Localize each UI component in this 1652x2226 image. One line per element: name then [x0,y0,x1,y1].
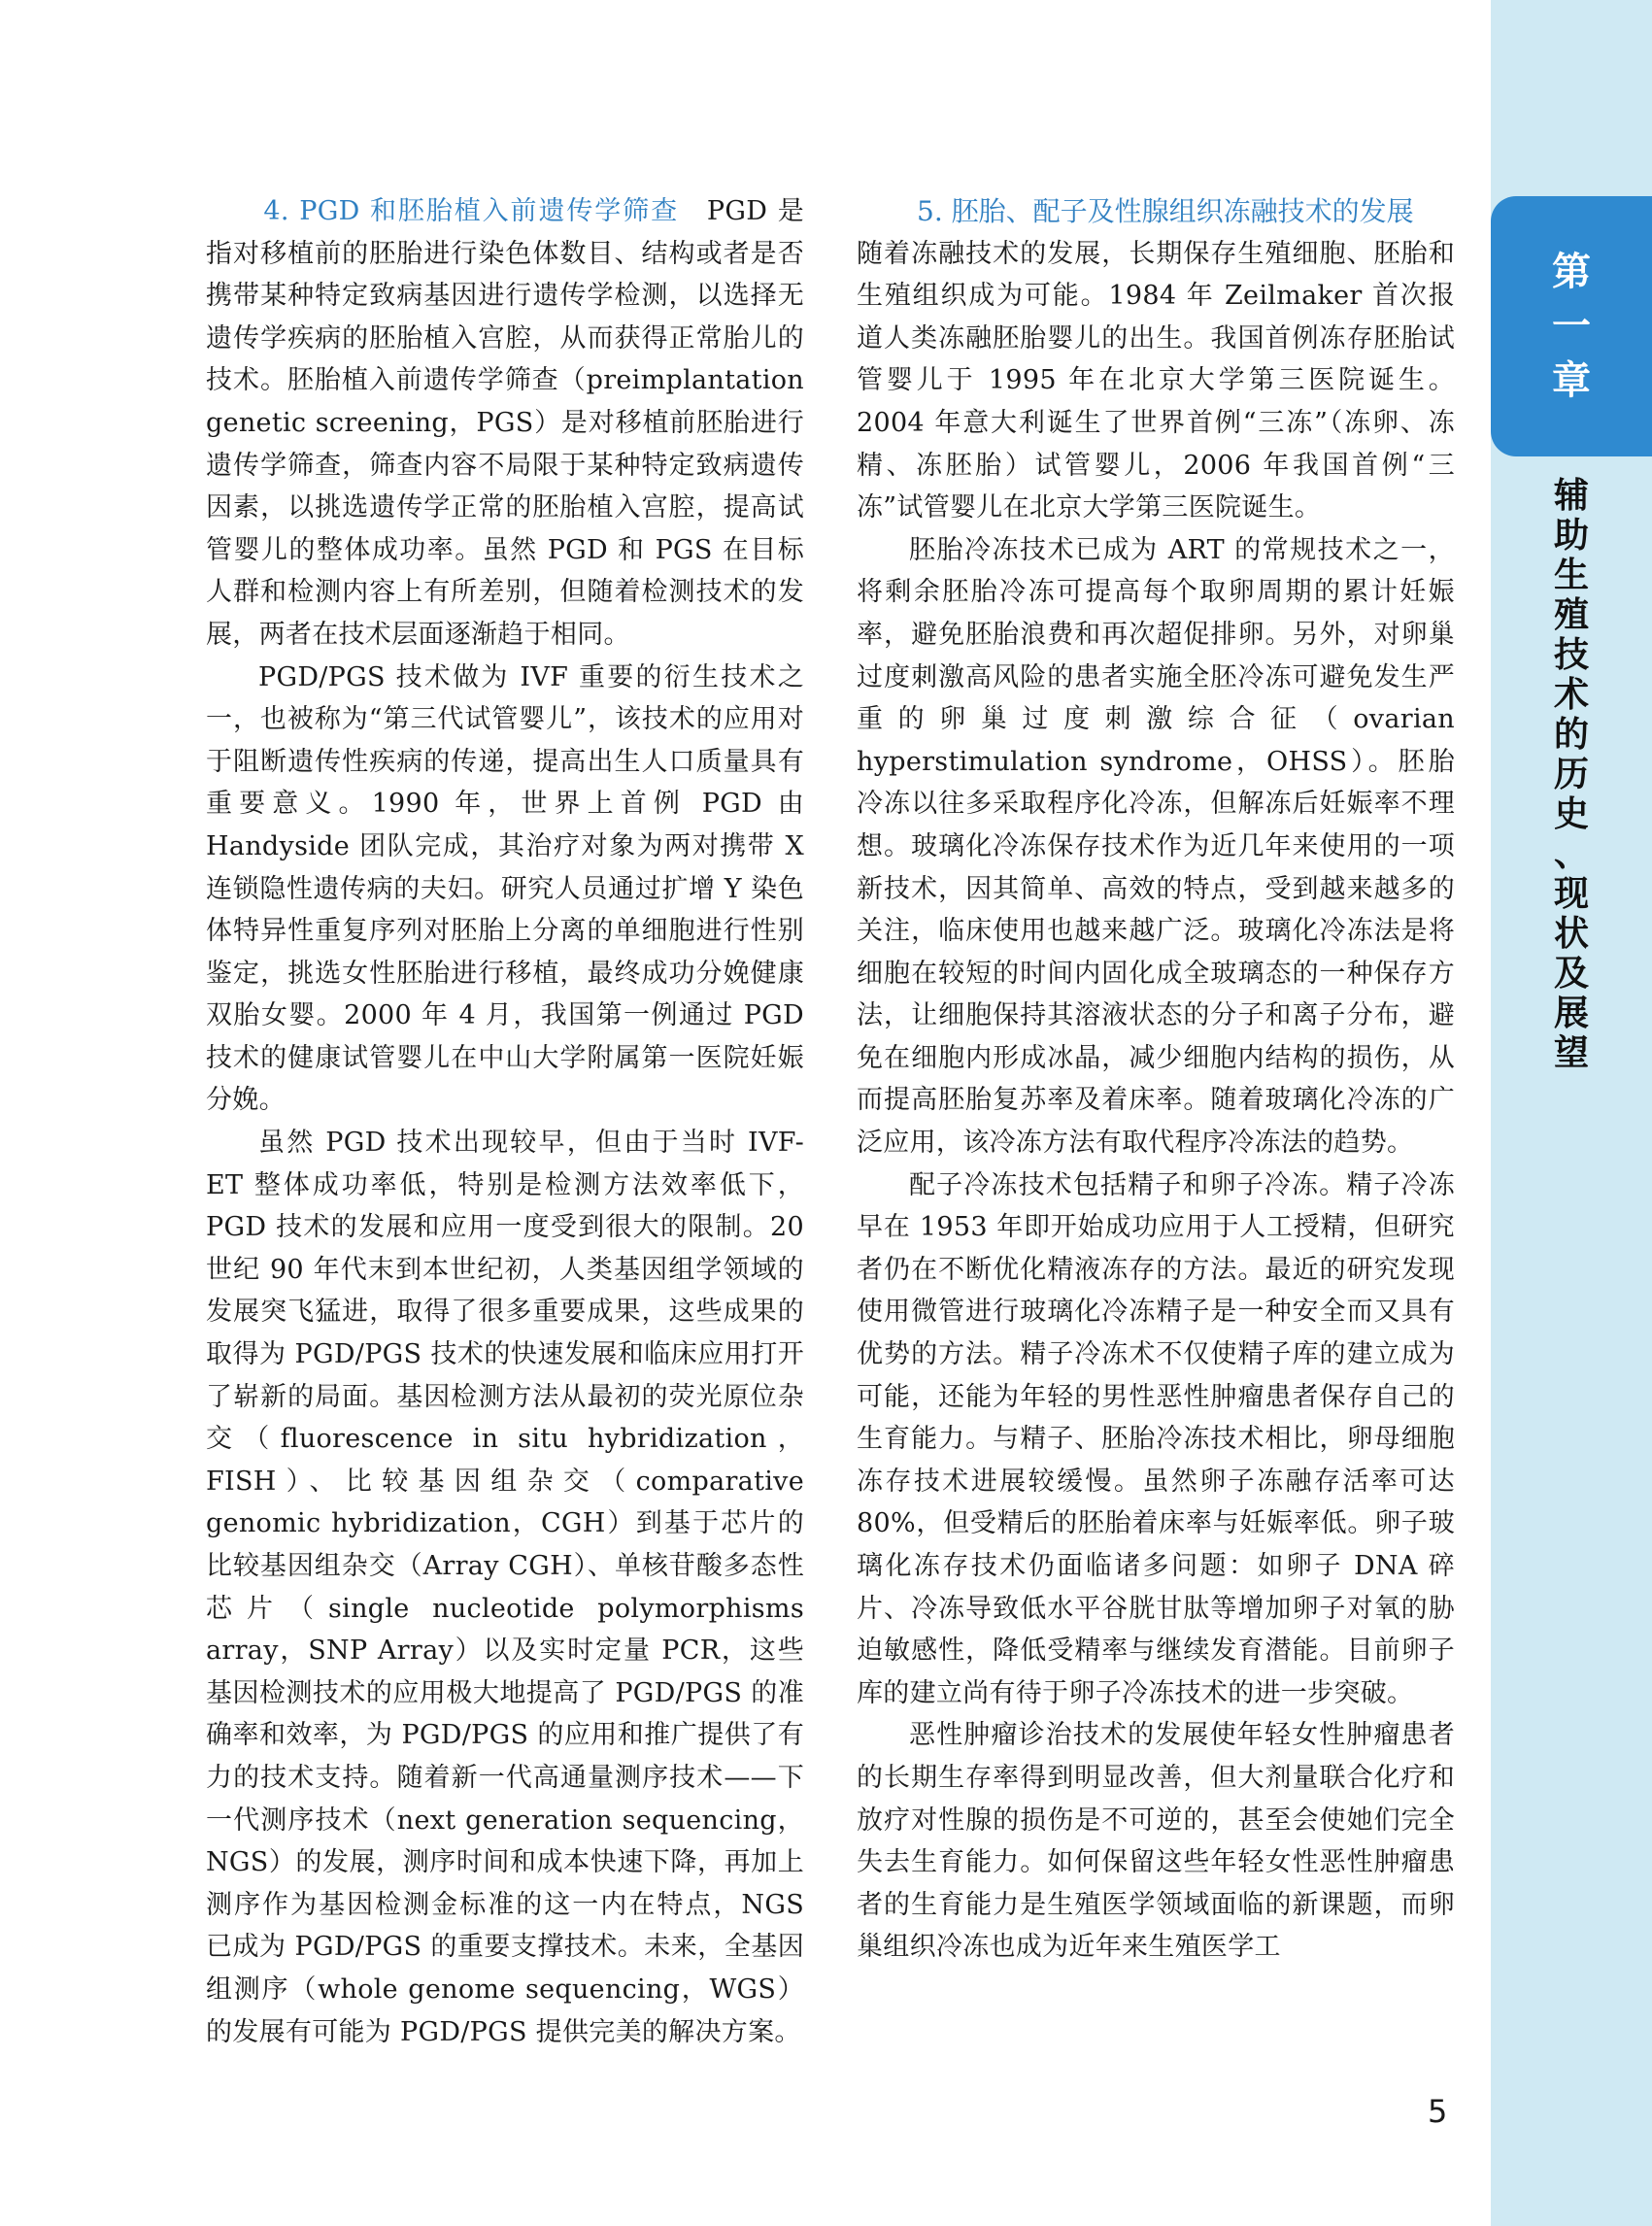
paragraph-text: PGD 是指对移植前的胚胎进行染色体数目、结构或者是否携带某种特定致病基因进行遗传学检测，以选择无遗传学疾病的胚胎植入宫腔，从而获得正常胎儿的技术。胚胎植入前遗传学筛查（preimplantation genetic screening，PGS）是对移植前胚胎进行遗传学筛查，筛查内容不局限于某种特定致病遗传因素，以挑选遗传学正常的胚胎植入宫腔，提高试管婴儿的整体成功率。虽然 PGD 和 PGS 在目标人群和检测内容上有所差别，但随着检测技术的发展，两者在技术层面逐渐趋于相同。 [206,196,804,650]
chapter-title-char: 展 [1553,994,1589,1033]
section-heading-cryo: 5. 胚胎、配子及性腺组织冻融技术的发展 [917,195,1414,227]
section-heading-pgd: 4. PGD 和胚胎植入前遗传学筛查 [263,196,679,226]
chapter-tab [1491,196,1652,456]
chapter-title-char: 生 [1553,556,1589,595]
chapter-title-char: 状 [1553,914,1589,954]
right-text-column [857,190,1455,1969]
chapter-title-char: 技 [1553,635,1589,675]
paragraph: 胚胎冷冻技术已成为 ART 的常规技术之一，将剩余胚胎冷冻可提高每个取卵周期的累计妊娠率，避免胚胎浪费和再次超促排卵。另外，对卵巢过度刺激高风险的患者实施全胚冷冻可避免发生严重的卵巢过度刺激综合征（ovarian hyperstimulation syndrome，OHSS）。胚胎冷冻以往多采取程序化冷冻，但解冻后妊娠率不理想。玻璃化冷冻保存技术作为近几年来使用的一项新技术，因其简单、高效的特点，受到越来越多的关注，临床使用也越来越广泛。玻璃化冷冻法是将细胞在较短的时间内固化成全玻璃态的一种保存方法，让细胞保持其溶液状态的分子和离子分布，避免在细胞内形成冰晶，减少细胞内结构的损伤，从而提高胚胎复苏率及着床率。随着玻璃化冷冻的广泛应用，该冷冻方法有取代程序冷冻法的趋势。 [857,534,1455,1159]
chapter-title-char: 望 [1553,1033,1589,1073]
chapter-title-char: 史 [1553,794,1589,834]
chapter-title-char: 历 [1553,755,1589,794]
section-heading-block [857,190,1455,233]
chapter-title-char: 助 [1553,516,1589,556]
chapter-title-char: 的 [1553,715,1589,755]
chapter-title-char: 、 [1553,834,1589,874]
paragraph: 虽然 PGD 技术出现较早，但由于当时 IVF-ET 整体成功率低，特别是检测方法效率低下，PGD 技术的发展和应用一度受到很大的限制。20 世纪 90 年代末到本世纪初，人类基因组学领域的发展突飞猛进，取得了很多重要成果，这些成果的取得为 PGD/PGS 技术的快速发展和临床应用打开了崭新的局面。基因检测方法从最初的荧光原位杂交（fluorescence in situ hybridization，FISH）、比较基因组杂交（comparative genomic hybridization，CGH）到基于芯片的比较基因组杂交（Array CGH）、单核苷酸多态性芯片（single nucleotide polymorphisms array，SNP Array）以及实时定量 PCR，这些基因检测技术的应用极大地提高了 PGD/PGS 的准确率和效率，为 PGD/PGS 的应用和推广提供了有力的技术支持。随着新一代高通量测序技术——下一代测序技术（next generation sequencing，NGS）的发展，测序时间和成本快速下降，再加上测序作为基因检测金标准的这一内在特点，NGS 已成为 PGD/PGS 的重要支撑技术。未来，全基因组测序（whole genome sequencing，WGS）的发展有可能为 PGD/PGS 提供完美的解决方案。 [206,1128,804,2047]
paragraph: 恶性肿瘤诊治技术的发展使年轻女性肿瘤患者的长期生存率得到明显改善，但大剂量联合化疗和放疗对性腺的损伤是不可逆的，甚至会使她们完全失去生育能力。如何保留这些年轻女性恶性肿瘤患者的生育能力是生殖医学领域面临的新课题，而卵巢组织冷冻也成为近年来生殖医学工 [857,1720,1455,1963]
paragraph: 配子冷冻技术包括精子和卵子冷冻。精子冷冻早在 1953 年即开始成功应用于人工授精，但研究者仍在不断优化精液冻存的方法。最近的研究发现使用微管进行玻璃化冷冻精子是一种安全而又具有优势的方法。精子冷冻术不仅使精子库的建立成为可能，还能为年轻的男性恶性肿瘤患者保存自己的生育能力。与精子、胚胎冷冻技术相比，卵母细胞冻存技术进展较缓慢。虽然卵子冻融存活率可达 80%，但受精后的胚胎着床率与妊娠率低。卵子玻璃化冻存技术仍面临诸多问题：如卵子 DNA 碎片、冷冻导致低水平谷胱甘肽等增加卵子对氧的胁迫敏感性，降低受精率与继续发育潜能。目前卵子库的建立尚有待于卵子冷冻技术的进一步突破。 [857,1169,1455,1708]
chapter-char: 章 [1552,358,1591,403]
left-text-column [206,190,804,2053]
paragraph: PGD/PGS 技术做为 IVF 重要的衍生技术之一，也被称为“第三代试管婴儿”，该技术的应用对于阻断遗传性疾病的传递，提高出生人口质量具有重要意义。1990 年，世界上首例 PGD 由 Handyside 团队完成，其治疗对象为两对携带 X 连锁隐性遗传病的夫妇。研究人员通过扩增 Y 染色体特异性重复序列对胚胎上分离的单细胞进行性别鉴定，挑选女性胚胎进行移植，最终成功分娩健康双胎女婴。2000 年 4 月，我国第一例通过 PGD 技术的健康试管婴儿在中山大学附属第一医院妊娠分娩。 [206,661,804,1116]
chapter-title-char: 现 [1553,874,1589,914]
paragraph [206,190,804,657]
chapter-char: 一 [1552,304,1591,349]
chapter-title-char: 及 [1553,954,1589,994]
chapter-title-vertical [1491,476,1652,1073]
page-number: 5 [1428,2093,1448,2130]
chapter-title-char: 术 [1553,675,1589,715]
chapter-title-char: 辅 [1553,476,1589,516]
paragraph: 随着冻融技术的发展，长期保存生殖细胞、胚胎和生殖组织成为可能。1984 年 Zeilmaker 首次报道人类冻融胚胎婴儿的出生。我国首例冻存胚胎试管婴儿于 1995 年在北京大学第三医院诞生。2004 年意大利诞生了世界首例“三冻”（冻卵、冻精、冻胚胎）试管婴儿，2006 年我国首例“三冻”试管婴儿在北京大学第三医院诞生。 [857,238,1455,523]
chapter-char: 第 [1552,250,1591,294]
chapter-title-char: 殖 [1553,595,1589,635]
